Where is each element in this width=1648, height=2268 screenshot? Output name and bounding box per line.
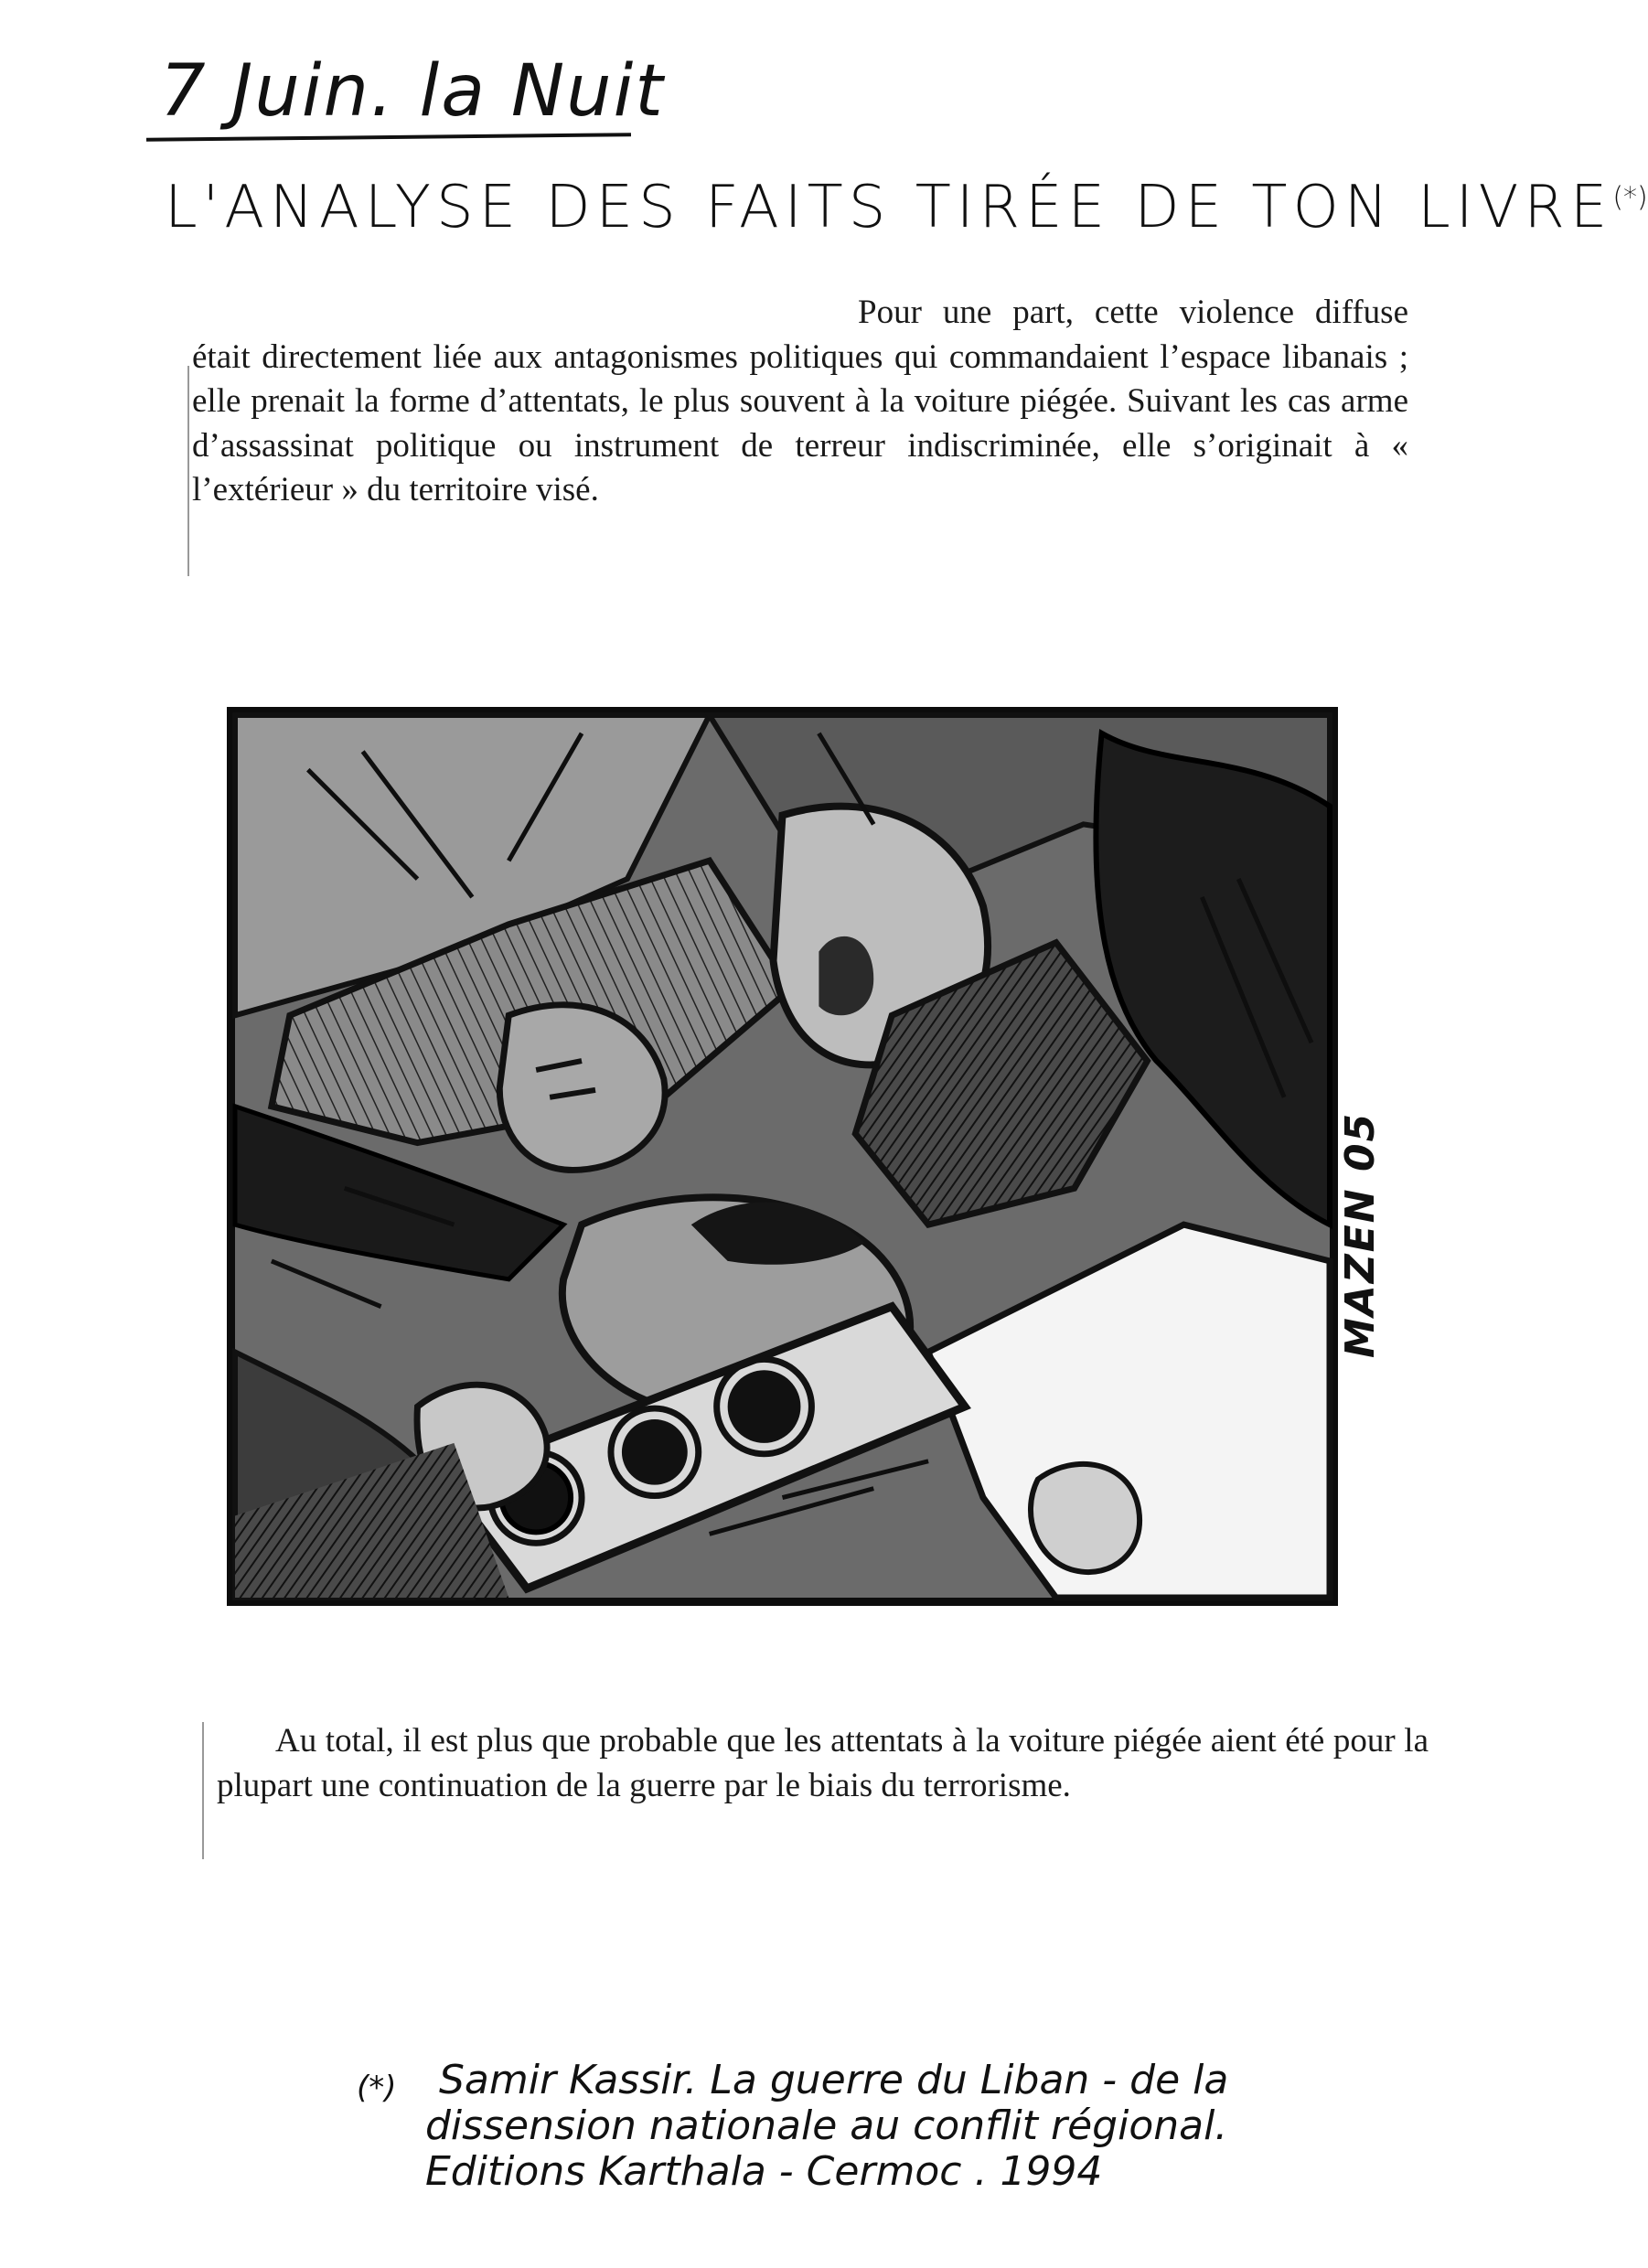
book-excerpt-bottom	[217, 1719, 1429, 1808]
page-title	[165, 174, 1648, 241]
excerpt-paragraph: Au total, il est plus que probable que les attentats à la voiture piégée aient été pour la plupart une continuation de la guerre par le biais du terrorisme.	[217, 1722, 1429, 1804]
book-excerpt-top	[192, 291, 1408, 513]
footnote-line: Samir Kassir. La guerre du Liban - de la	[439, 2057, 1229, 2103]
title-text: L'ANALYSE DES FAITS TIRÉE DE TON LIVRE	[165, 174, 1613, 241]
ink-illustration	[227, 707, 1338, 1606]
footnote-line: Editions Karthala - Cermoc . 1994	[425, 2148, 1103, 2195]
artist-signature	[1337, 1112, 1384, 1358]
footnote	[357, 2057, 1372, 2195]
signature-text: MAZEN 05	[1337, 1111, 1384, 1358]
title-footnote-mark: (*)	[1612, 181, 1648, 214]
excerpt-margin-rule-bottom	[202, 1722, 204, 1859]
excerpt-paragraph: Pour une part, cette violence diffuse était directement liée aux antagonismes politiques qui commandaient l’espace libanais ; elle prenait la forme d’attentats, le plus souvent à la voiture piégée. Suivant les cas arme d’assassinat politique ou instrument de terreur indiscriminée, elle s’originait à « l’extérieur » du territoire visé.	[192, 294, 1408, 508]
footnote-line: dissension nationale au conflit régional.	[425, 2102, 1228, 2149]
date-heading: 7 Juin. la Nuit	[160, 50, 665, 133]
footnote-mark: (*)	[357, 2070, 397, 2106]
excerpt-margin-rule	[187, 366, 189, 576]
car-bomb-scene-drawing	[235, 715, 1330, 1598]
date-underline	[146, 133, 631, 142]
